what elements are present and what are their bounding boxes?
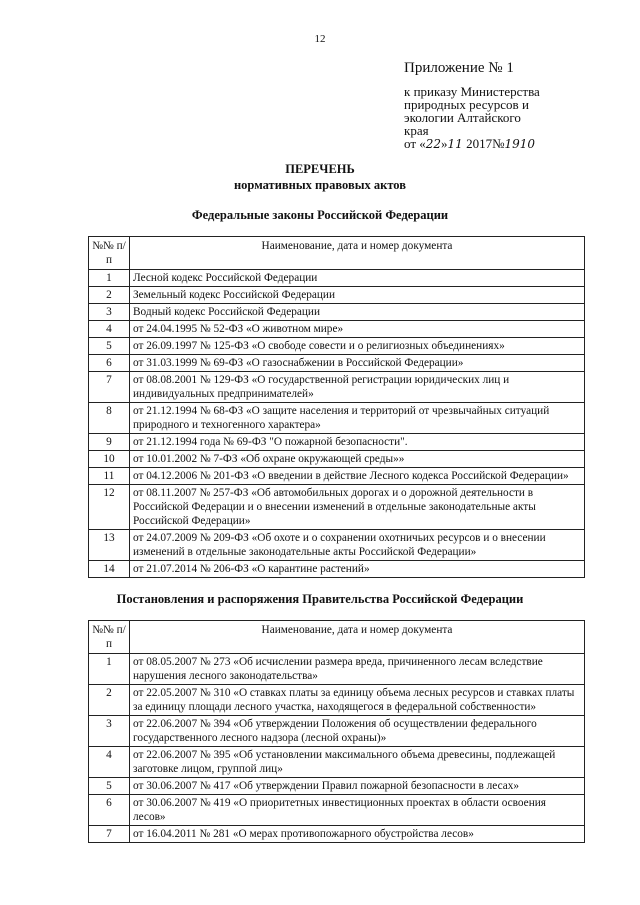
row-document-name: от 30.06.2007 № 419 «О приоритетных инвестиционных проектах в области освоения лесов» <box>130 795 585 826</box>
row-document-name: от 10.01.2002 № 7-ФЗ «Об охране окружающей среды»» <box>130 451 585 468</box>
row-document-name: от 08.11.2007 № 257-ФЗ «Об автомобильных дорогах и о дорожной деятельности в Российской Федерации и о внесении изменений в отдельные законодательные акты Российской Федерации» <box>130 485 585 530</box>
row-number: 6 <box>89 355 130 372</box>
row-number: 4 <box>89 747 130 778</box>
row-document-name: от 21.07.2014 № 206-ФЗ «О карантине растений» <box>130 561 585 578</box>
row-number: 2 <box>89 685 130 716</box>
row-number: 14 <box>89 561 130 578</box>
row-document-name: от 22.06.2007 № 394 «Об утверждении Положения об осуществлении федерального государственного лесного надзора (лесной охраны)» <box>130 716 585 747</box>
row-number: 7 <box>89 826 130 843</box>
row-number: 12 <box>89 485 130 530</box>
table-row <box>89 372 585 403</box>
row-number: 5 <box>89 778 130 795</box>
appendix-header <box>404 62 624 151</box>
row-document-name: Водный кодекс Российской Федерации <box>130 304 585 321</box>
row-number: 1 <box>89 270 130 287</box>
row-number: 2 <box>89 287 130 304</box>
appendix-line-3: экологии Алтайского <box>404 110 521 125</box>
row-number: 11 <box>89 468 130 485</box>
federal-laws-table <box>88 236 585 578</box>
table-row <box>89 355 585 372</box>
table-row <box>89 795 585 826</box>
row-number: 4 <box>89 321 130 338</box>
row-document-name: от 04.12.2006 № 201-ФЗ «О введении в действие Лесного кодекса Российской Федерации» <box>130 468 585 485</box>
table-row <box>89 747 585 778</box>
row-document-name: от 16.04.2011 № 281 «О мерах противопожарного обустройства лесов» <box>130 826 585 843</box>
government-decrees-table <box>88 620 585 843</box>
date-day: 22 <box>425 137 442 151</box>
row-document-name: от 30.06.2007 № 417 «Об утверждении Правил пожарной безопасности в лесах» <box>130 778 585 795</box>
row-document-name: от 31.03.1999 № 69-ФЗ «О газоснабжении в Российской Федерации» <box>130 355 585 372</box>
row-number: 9 <box>89 434 130 451</box>
row-document-name: от 21.12.1994 года № 69-ФЗ "О пожарной безопасности". <box>130 434 585 451</box>
row-document-name: от 22.06.2007 № 395 «Об установлении максимального объема древесины, подлежащей заготовке лицом, группой лиц» <box>130 747 585 778</box>
appendix-line-2: природных ресурсов и <box>404 97 529 112</box>
table-row <box>89 716 585 747</box>
col-name-header: Наименование, дата и номер документа <box>130 621 585 654</box>
col-name-header: Наименование, дата и номер документа <box>130 237 585 270</box>
row-number: 5 <box>89 338 130 355</box>
table-row <box>89 451 585 468</box>
row-number: 6 <box>89 795 130 826</box>
table-row <box>89 654 585 685</box>
date-prefix: от « <box>404 136 426 151</box>
row-document-name: от 21.12.1994 № 68-ФЗ «О защите населения и территорий от чрезвычайных ситуаций природного и техногенного характера» <box>130 403 585 434</box>
table-row <box>89 403 585 434</box>
order-number: 1910 <box>504 137 536 151</box>
row-document-name: от 08.05.2007 № 273 «Об исчислении размера вреда, причиненного лесам вследствие нарушения лесного законодательства» <box>130 654 585 685</box>
date-month: 11 <box>447 137 463 151</box>
list-subtitle: нормативных правовых актов <box>233 178 406 192</box>
row-document-name: от 22.05.2007 № 310 «О ставках платы за единицу объема лесных ресурсов и ставках платы за единицу площади лесного участка, находящегося в федеральной собственности» <box>130 685 585 716</box>
table-row <box>89 287 585 304</box>
table-row <box>89 468 585 485</box>
table-row <box>89 485 585 530</box>
appendix-date-line <box>404 137 624 151</box>
table-row <box>89 826 585 843</box>
section1-title: Федеральные законы Российской Федерации <box>191 208 449 222</box>
row-document-name: от 08.08.2001 № 129-ФЗ «О государственной регистрации юридических лиц и индивидуальных предпринимателей» <box>130 372 585 403</box>
table-row <box>89 321 585 338</box>
date-year: 2017№ <box>466 136 505 151</box>
row-number: 3 <box>89 304 130 321</box>
col-number-header: №№ п/п <box>89 237 130 270</box>
table-row <box>89 778 585 795</box>
row-document-name: от 24.04.1995 № 52-ФЗ «О животном мире» <box>130 321 585 338</box>
appendix-line-4: края <box>404 123 429 138</box>
table-row <box>89 685 585 716</box>
row-number: 10 <box>89 451 130 468</box>
table-row <box>89 338 585 355</box>
page-number: 12 <box>314 33 326 45</box>
table-row <box>89 434 585 451</box>
appendix-title: Приложение № 1 <box>404 60 514 76</box>
table-row <box>89 530 585 561</box>
row-number: 3 <box>89 716 130 747</box>
row-document-name: Земельный кодекс Российской Федерации <box>130 287 585 304</box>
table-row <box>89 304 585 321</box>
col-number-header: №№ п/п <box>89 621 130 654</box>
row-number: 7 <box>89 372 130 403</box>
row-number: 8 <box>89 403 130 434</box>
row-document-name: от 24.07.2009 № 209-ФЗ «Об охоте и о сохранении охотничьих ресурсов и о внесении изменений в отдельные законодательные акты Российской Федерации» <box>130 530 585 561</box>
section2-title: Постановления и распоряжения Правительства Российской Федерации <box>116 592 524 606</box>
row-number: 1 <box>89 654 130 685</box>
table-header-row <box>89 621 585 654</box>
row-document-name: от 26.09.1997 № 125-ФЗ «О свободе совести и о религиозных объединениях» <box>130 338 585 355</box>
row-document-name: Лесной кодекс Российской Федерации <box>130 270 585 287</box>
appendix-line-1: к приказу Министерства <box>404 84 540 99</box>
date-sep: » <box>441 136 448 151</box>
table-header-row <box>89 237 585 270</box>
table-row <box>89 561 585 578</box>
row-number: 13 <box>89 530 130 561</box>
table-row <box>89 270 585 287</box>
list-title: ПЕРЕЧЕНЬ <box>285 162 355 176</box>
